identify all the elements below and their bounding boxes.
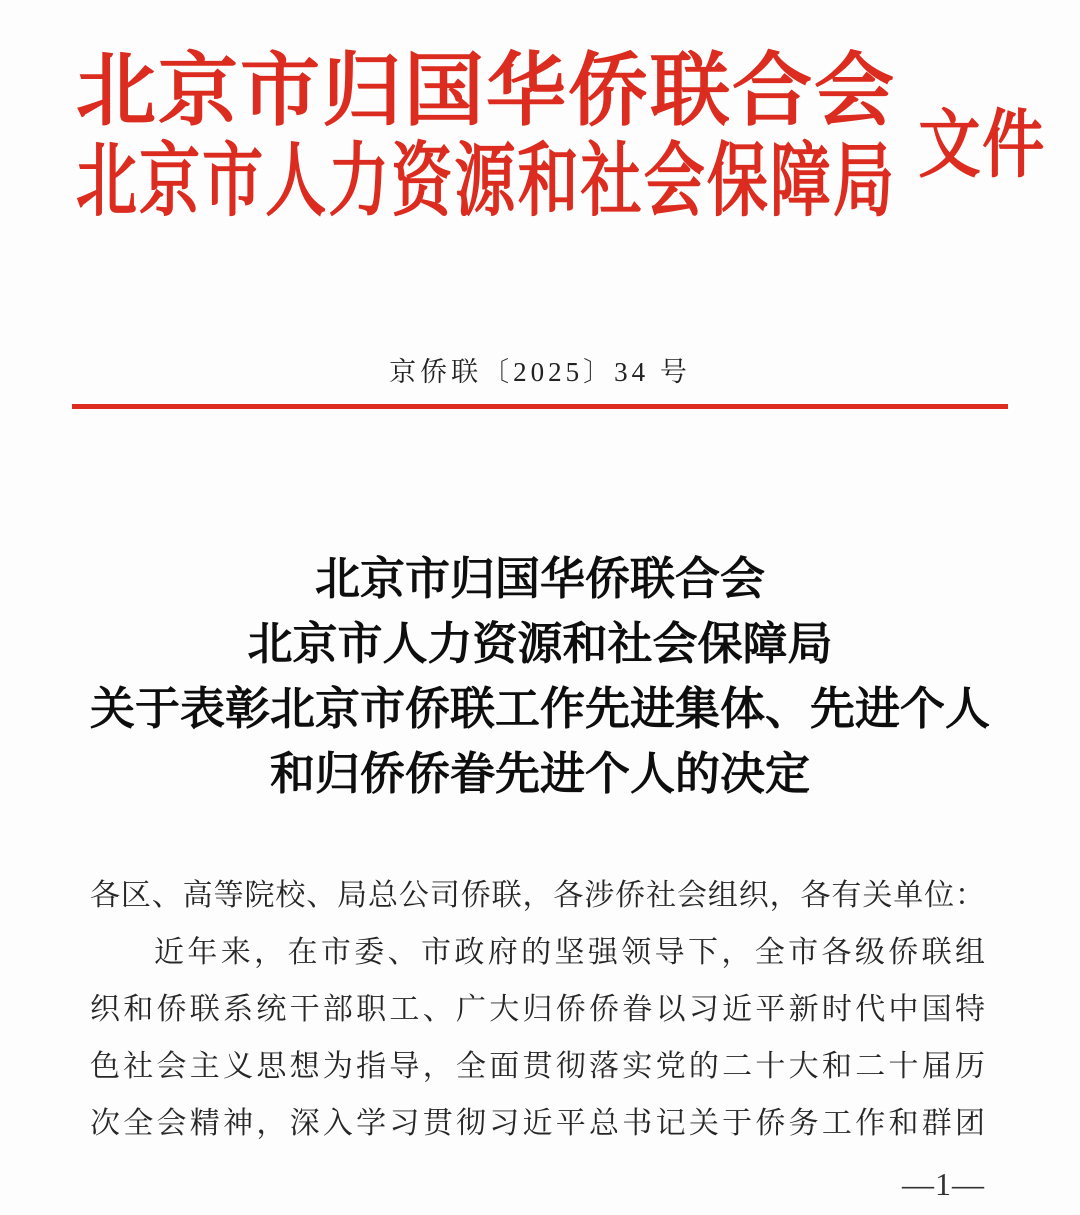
document-type-label: 文件	[918, 105, 1046, 187]
title-line: 关于表彰北京市侨联工作先进集体、先进个人	[89, 684, 990, 734]
document-number: 京侨联〔2025〕34 号	[389, 357, 691, 387]
paragraph-line: 近年来，在市委、市政府的坚强领导下，全市各级侨联组	[154, 936, 985, 969]
page-number: —1—	[902, 1166, 985, 1202]
red-divider-line	[72, 404, 1008, 409]
paragraph-line: 次全会精神，深入学习贯彻习近平总书记关于侨务工作和群团	[90, 1107, 985, 1140]
org-name-line-1: 北京市归国华侨联合会	[76, 48, 894, 136]
salutation-line: 各区、高等院校、局总公司侨联，各涉侨社会组织，各有关单位：	[90, 879, 985, 912]
org-name-line-2: 北京市人力资源和社会保障局	[76, 138, 894, 227]
letterhead	[0, 0, 1080, 234]
paragraph-line: 织和侨联系统干部职工、广大归侨侨眷以习近平新时代中国特	[90, 993, 985, 1026]
paragraph-line: 色社会主义思想为指导，全面贯彻落实党的二十大和二十届历	[90, 1050, 985, 1083]
title-line: 北京市归国华侨联合会	[314, 554, 765, 604]
issuing-orgs	[76, 40, 894, 234]
title-line: 和归侨侨眷先进个人的决定	[269, 749, 810, 799]
title-line: 北京市人力资源和社会保障局	[247, 619, 833, 669]
document-title	[0, 547, 1080, 807]
document-body	[90, 867, 985, 1152]
